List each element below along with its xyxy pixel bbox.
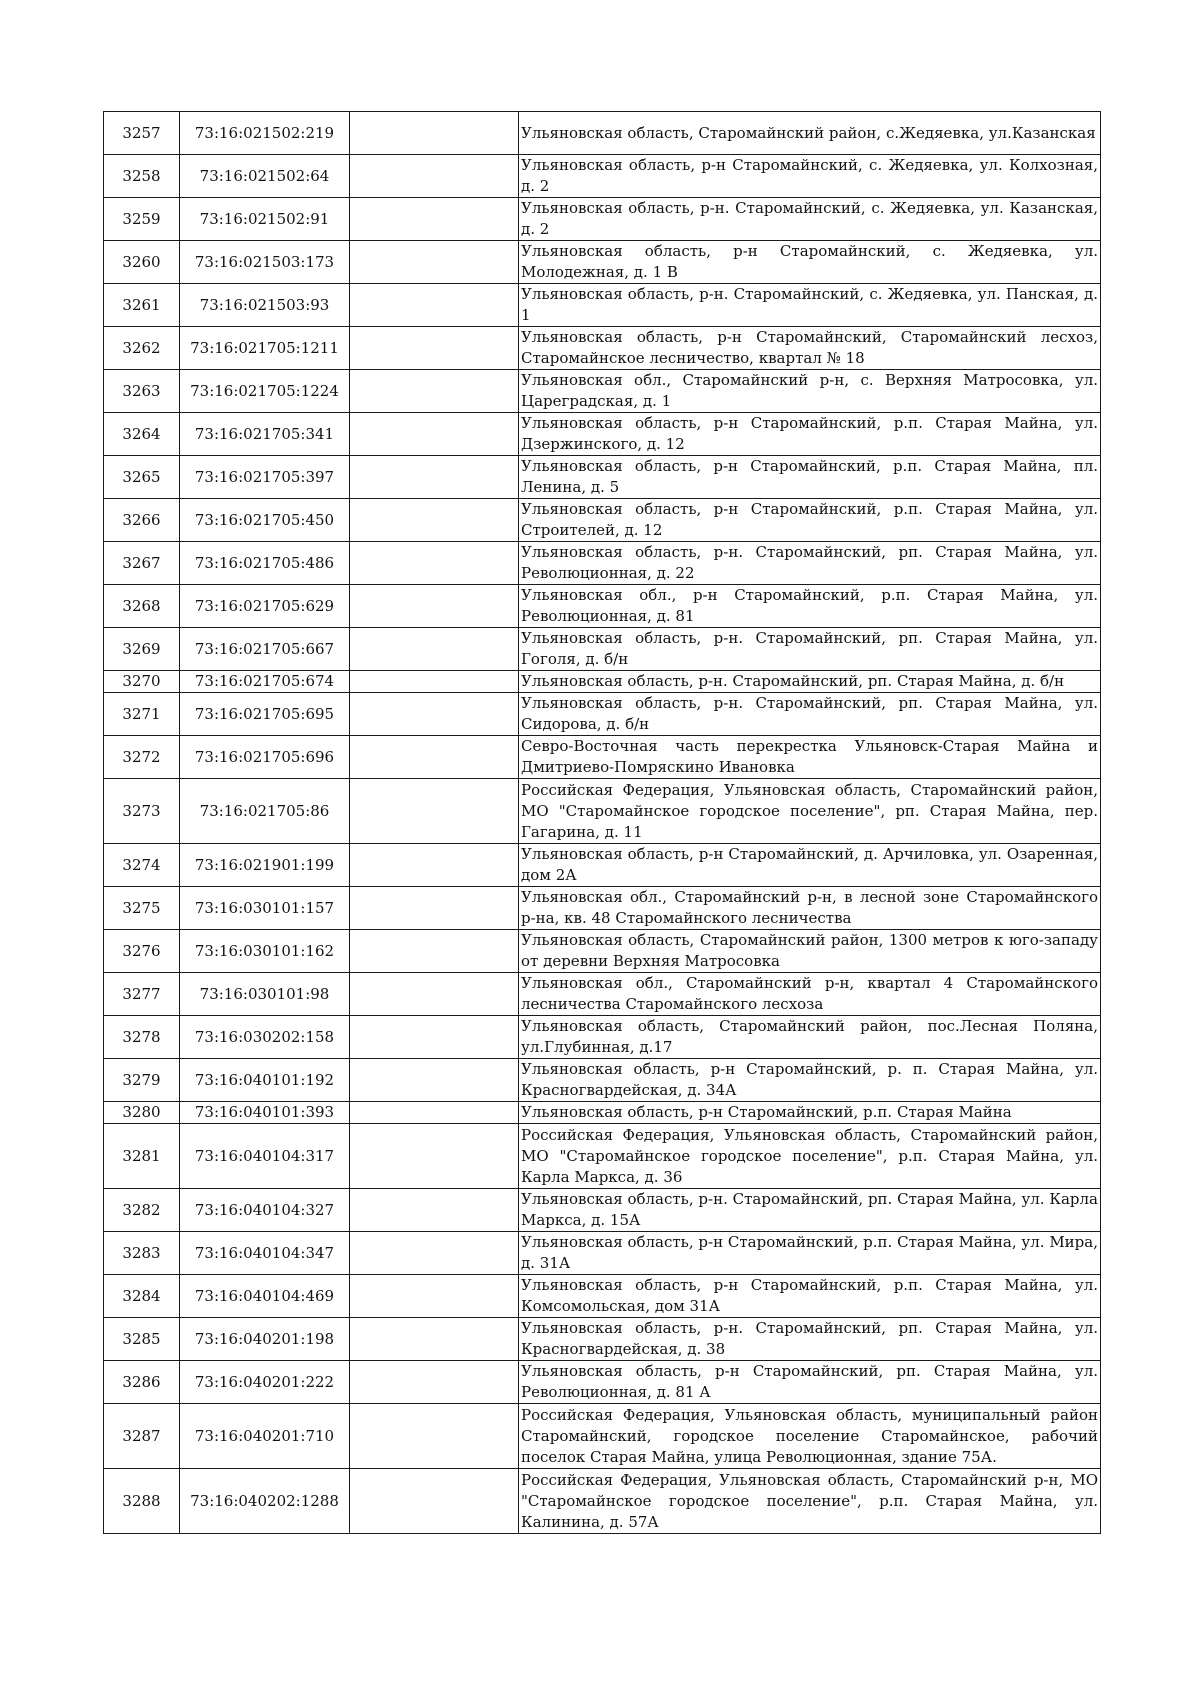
empty-cell	[350, 671, 519, 693]
empty-cell	[350, 1318, 519, 1361]
cadastral-number: 73:16:021705:450	[180, 499, 350, 542]
address-cell: Ульяновская область, р-н Старомайнский, р.п. Старая Майна	[519, 1102, 1101, 1124]
address-cell: Ульяновская область, р-н Старомайнский, р.п. Старая Майна, ул. Мира, д. 31А	[519, 1232, 1101, 1275]
cadastral-number: 73:16:030101:157	[180, 887, 350, 930]
row-number: 3272	[104, 736, 180, 779]
empty-cell	[350, 1275, 519, 1318]
empty-cell	[350, 1059, 519, 1102]
row-number: 3279	[104, 1059, 180, 1102]
cadastral-number: 73:16:021705:86	[180, 779, 350, 844]
cadastral-number: 73:16:021705:695	[180, 693, 350, 736]
cadastral-number: 73:16:040101:192	[180, 1059, 350, 1102]
empty-cell	[350, 499, 519, 542]
row-number: 3261	[104, 284, 180, 327]
row-number: 3281	[104, 1124, 180, 1189]
row-number: 3282	[104, 1189, 180, 1232]
empty-cell	[350, 198, 519, 241]
registry-table-body	[104, 112, 1101, 1534]
table-row	[104, 1124, 1101, 1189]
cadastral-number: 73:16:030202:158	[180, 1016, 350, 1059]
address-cell: Российская Федерация, Ульяновская область, Старомайнский р-н, МО "Старомайнское городское поселение", р.п. Старая Майна, ул. Калинина, д. 57А	[519, 1469, 1101, 1534]
empty-cell	[350, 155, 519, 198]
address-cell: Ульяновская область, р-н. Старомайнский, рп. Старая Майна, д. б/н	[519, 671, 1101, 693]
row-number: 3280	[104, 1102, 180, 1124]
empty-cell	[350, 844, 519, 887]
row-number: 3283	[104, 1232, 180, 1275]
table-row	[104, 693, 1101, 736]
row-number: 3275	[104, 887, 180, 930]
row-number: 3257	[104, 112, 180, 155]
table-row	[104, 930, 1101, 973]
empty-cell	[350, 542, 519, 585]
row-number: 3288	[104, 1469, 180, 1534]
row-number: 3260	[104, 241, 180, 284]
table-row	[104, 198, 1101, 241]
cadastral-number: 73:16:021705:1211	[180, 327, 350, 370]
address-cell: Ульяновская область, р-н Старомайнский, р. п. Старая Майна, ул. Красногвардейская, д. 34А	[519, 1059, 1101, 1102]
empty-cell	[350, 1102, 519, 1124]
address-cell: Российская Федерация, Ульяновская область, Старомайнский район, МО "Старомайнское городское поселение", р.п. Старая Майна, ул. Карла Маркса, д. 36	[519, 1124, 1101, 1189]
row-number: 3259	[104, 198, 180, 241]
cadastral-number: 73:16:021503:93	[180, 284, 350, 327]
row-number: 3265	[104, 456, 180, 499]
row-number: 3266	[104, 499, 180, 542]
table-row	[104, 499, 1101, 542]
address-cell: Ульяновская обл., Старомайнский р-н, квартал 4 Старомайнского лесничества Старомайнского лесхоза	[519, 973, 1101, 1016]
table-row	[104, 1275, 1101, 1318]
empty-cell	[350, 1124, 519, 1189]
table-row	[104, 973, 1101, 1016]
row-number: 3285	[104, 1318, 180, 1361]
empty-cell	[350, 779, 519, 844]
table-row	[104, 887, 1101, 930]
table-row	[104, 370, 1101, 413]
empty-cell	[350, 284, 519, 327]
empty-cell	[350, 736, 519, 779]
table-row	[104, 1361, 1101, 1404]
cadastral-number: 73:16:040104:327	[180, 1189, 350, 1232]
address-cell: Ульяновская область, р-н Старомайнский, р.п. Старая Майна, ул. Комсомольская, дом 31А	[519, 1275, 1101, 1318]
cadastral-number: 73:16:021705:696	[180, 736, 350, 779]
empty-cell	[350, 693, 519, 736]
cadastral-number: 73:16:021502:91	[180, 198, 350, 241]
table-row	[104, 241, 1101, 284]
cadastral-number: 73:16:040104:317	[180, 1124, 350, 1189]
address-cell: Российская Федерация, Ульяновская область, Старомайнский район, МО "Старомайнское городское поселение", рп. Старая Майна, пер. Гагарина, д. 11	[519, 779, 1101, 844]
table-row	[104, 456, 1101, 499]
table-row	[104, 327, 1101, 370]
row-number: 3287	[104, 1404, 180, 1469]
cadastral-number: 73:16:021705:674	[180, 671, 350, 693]
cadastral-number: 73:16:021705:629	[180, 585, 350, 628]
address-cell: Ульяновская область, р-н. Старомайнский, рп. Старая Майна, ул. Революционная, д. 22	[519, 542, 1101, 585]
table-row	[104, 112, 1101, 155]
cadastral-number: 73:16:021705:667	[180, 628, 350, 671]
cadastral-number: 73:16:040201:222	[180, 1361, 350, 1404]
row-number: 3274	[104, 844, 180, 887]
address-cell: Ульяновская область, р-н Старомайнский, с. Жедяевка, ул. Молодежная, д. 1 В	[519, 241, 1101, 284]
address-cell: Ульяновская область, р-н. Старомайнский, рп. Старая Майна, ул. Красногвардейская, д. 38	[519, 1318, 1101, 1361]
row-number: 3262	[104, 327, 180, 370]
row-number: 3286	[104, 1361, 180, 1404]
empty-cell	[350, 1469, 519, 1534]
cadastral-number: 73:16:030101:162	[180, 930, 350, 973]
row-number: 3264	[104, 413, 180, 456]
row-number: 3271	[104, 693, 180, 736]
address-cell: Ульяновская область, р-н. Старомайнский, с. Жедяевка, ул. Казанская, д. 2	[519, 198, 1101, 241]
address-cell: Ульяновская область, р-н Старомайнский, р.п. Старая Майна, ул. Строителей, д. 12	[519, 499, 1101, 542]
row-number: 3284	[104, 1275, 180, 1318]
table-row	[104, 542, 1101, 585]
address-cell: Ульяновская обл., р-н Старомайнский, р.п. Старая Майна, ул. Революционная, д. 81	[519, 585, 1101, 628]
address-cell: Ульяновская область, р-н. Старомайнский, с. Жедяевка, ул. Панская, д. 1	[519, 284, 1101, 327]
table-row	[104, 284, 1101, 327]
cadastral-number: 73:16:021901:199	[180, 844, 350, 887]
address-cell: Ульяновская обл., Старомайнский р-н, в лесной зоне Старомайнского р-на, кв. 48 Старомайнского лесничества	[519, 887, 1101, 930]
empty-cell	[350, 1016, 519, 1059]
table-row	[104, 1189, 1101, 1232]
cadastral-number: 73:16:040201:198	[180, 1318, 350, 1361]
cadastral-number: 73:16:040202:1288	[180, 1469, 350, 1534]
cadastral-number: 73:16:021705:397	[180, 456, 350, 499]
address-cell: Ульяновская область, р-н. Старомайнский, рп. Старая Майна, ул. Сидорова, д. б/н	[519, 693, 1101, 736]
row-number: 3263	[104, 370, 180, 413]
empty-cell	[350, 628, 519, 671]
table-row	[104, 736, 1101, 779]
address-cell: Севро-Восточная часть перекрестка Ульяновск-Старая Майна и Дмитриево-Помряскино Ивановка	[519, 736, 1101, 779]
table-row	[104, 671, 1101, 693]
registry-table	[103, 111, 1101, 1534]
empty-cell	[350, 887, 519, 930]
table-row	[104, 628, 1101, 671]
empty-cell	[350, 1404, 519, 1469]
cadastral-number: 73:16:021705:486	[180, 542, 350, 585]
address-cell: Российская Федерация, Ульяновская область, муниципальный район Старомайнский, городское поселение Старомайнское, рабочий поселок Старая Майна, улица Революционная, здание 75А.	[519, 1404, 1101, 1469]
cadastral-number: 73:16:040104:469	[180, 1275, 350, 1318]
table-row	[104, 1469, 1101, 1534]
empty-cell	[350, 1189, 519, 1232]
empty-cell	[350, 370, 519, 413]
table-row	[104, 1404, 1101, 1469]
table-row	[104, 844, 1101, 887]
row-number: 3268	[104, 585, 180, 628]
table-row	[104, 585, 1101, 628]
address-cell: Ульяновская область, Старомайнский район, 1300 метров к юго-западу от деревни Верхняя Матросовка	[519, 930, 1101, 973]
row-number: 3267	[104, 542, 180, 585]
row-number: 3269	[104, 628, 180, 671]
table-row	[104, 1232, 1101, 1275]
address-cell: Ульяновская область, Старомайнский район, пос.Лесная Поляна, ул.Глубинная, д.17	[519, 1016, 1101, 1059]
cadastral-number: 73:16:040104:347	[180, 1232, 350, 1275]
empty-cell	[350, 413, 519, 456]
cadastral-number: 73:16:021503:173	[180, 241, 350, 284]
cadastral-number: 73:16:021705:1224	[180, 370, 350, 413]
address-cell: Ульяновская область, р-н Старомайнский, р.п. Старая Майна, ул. Дзержинского, д. 12	[519, 413, 1101, 456]
empty-cell	[350, 112, 519, 155]
empty-cell	[350, 930, 519, 973]
empty-cell	[350, 1361, 519, 1404]
empty-cell	[350, 973, 519, 1016]
cadastral-number: 73:16:040101:393	[180, 1102, 350, 1124]
address-cell: Ульяновская область, р-н. Старомайнский, рп. Старая Майна, ул. Карла Маркса, д. 15А	[519, 1189, 1101, 1232]
cadastral-number: 73:16:021705:341	[180, 413, 350, 456]
row-number: 3276	[104, 930, 180, 973]
address-cell: Ульяновская область, Старомайнский район, с.Жедяевка, ул.Казанская	[519, 112, 1101, 155]
table-row	[104, 1059, 1101, 1102]
cadastral-number: 73:16:040201:710	[180, 1404, 350, 1469]
row-number: 3258	[104, 155, 180, 198]
empty-cell	[350, 241, 519, 284]
empty-cell	[350, 456, 519, 499]
row-number: 3277	[104, 973, 180, 1016]
table-row	[104, 1016, 1101, 1059]
table-row	[104, 1102, 1101, 1124]
address-cell: Ульяновская область, р-н. Старомайнский, рп. Старая Майна, ул. Гоголя, д. б/н	[519, 628, 1101, 671]
empty-cell	[350, 327, 519, 370]
address-cell: Ульяновская область, р-н Старомайнский, р.п. Старая Майна, пл. Ленина, д. 5	[519, 456, 1101, 499]
address-cell: Ульяновская область, р-н Старомайнский, с. Жедяевка, ул. Колхозная, д. 2	[519, 155, 1101, 198]
address-cell: Ульяновская область, р-н Старомайнский, рп. Старая Майна, ул. Революционная, д. 81 А	[519, 1361, 1101, 1404]
table-row	[104, 779, 1101, 844]
cadastral-number: 73:16:021502:219	[180, 112, 350, 155]
table-row	[104, 413, 1101, 456]
address-cell: Ульяновская обл., Старомайнский р-н, с. Верхняя Матросовка, ул. Цареградская, д. 1	[519, 370, 1101, 413]
row-number: 3278	[104, 1016, 180, 1059]
address-cell: Ульяновская область, р-н Старомайнский, д. Арчиловка, ул. Озаренная, дом 2А	[519, 844, 1101, 887]
empty-cell	[350, 585, 519, 628]
row-number: 3273	[104, 779, 180, 844]
table-row	[104, 1318, 1101, 1361]
table-row	[104, 155, 1101, 198]
row-number: 3270	[104, 671, 180, 693]
address-cell: Ульяновская область, р-н Старомайнский, Старомайнский лесхоз, Старомайнское лесничество, квартал № 18	[519, 327, 1101, 370]
empty-cell	[350, 1232, 519, 1275]
cadastral-number: 73:16:030101:98	[180, 973, 350, 1016]
cadastral-number: 73:16:021502:64	[180, 155, 350, 198]
